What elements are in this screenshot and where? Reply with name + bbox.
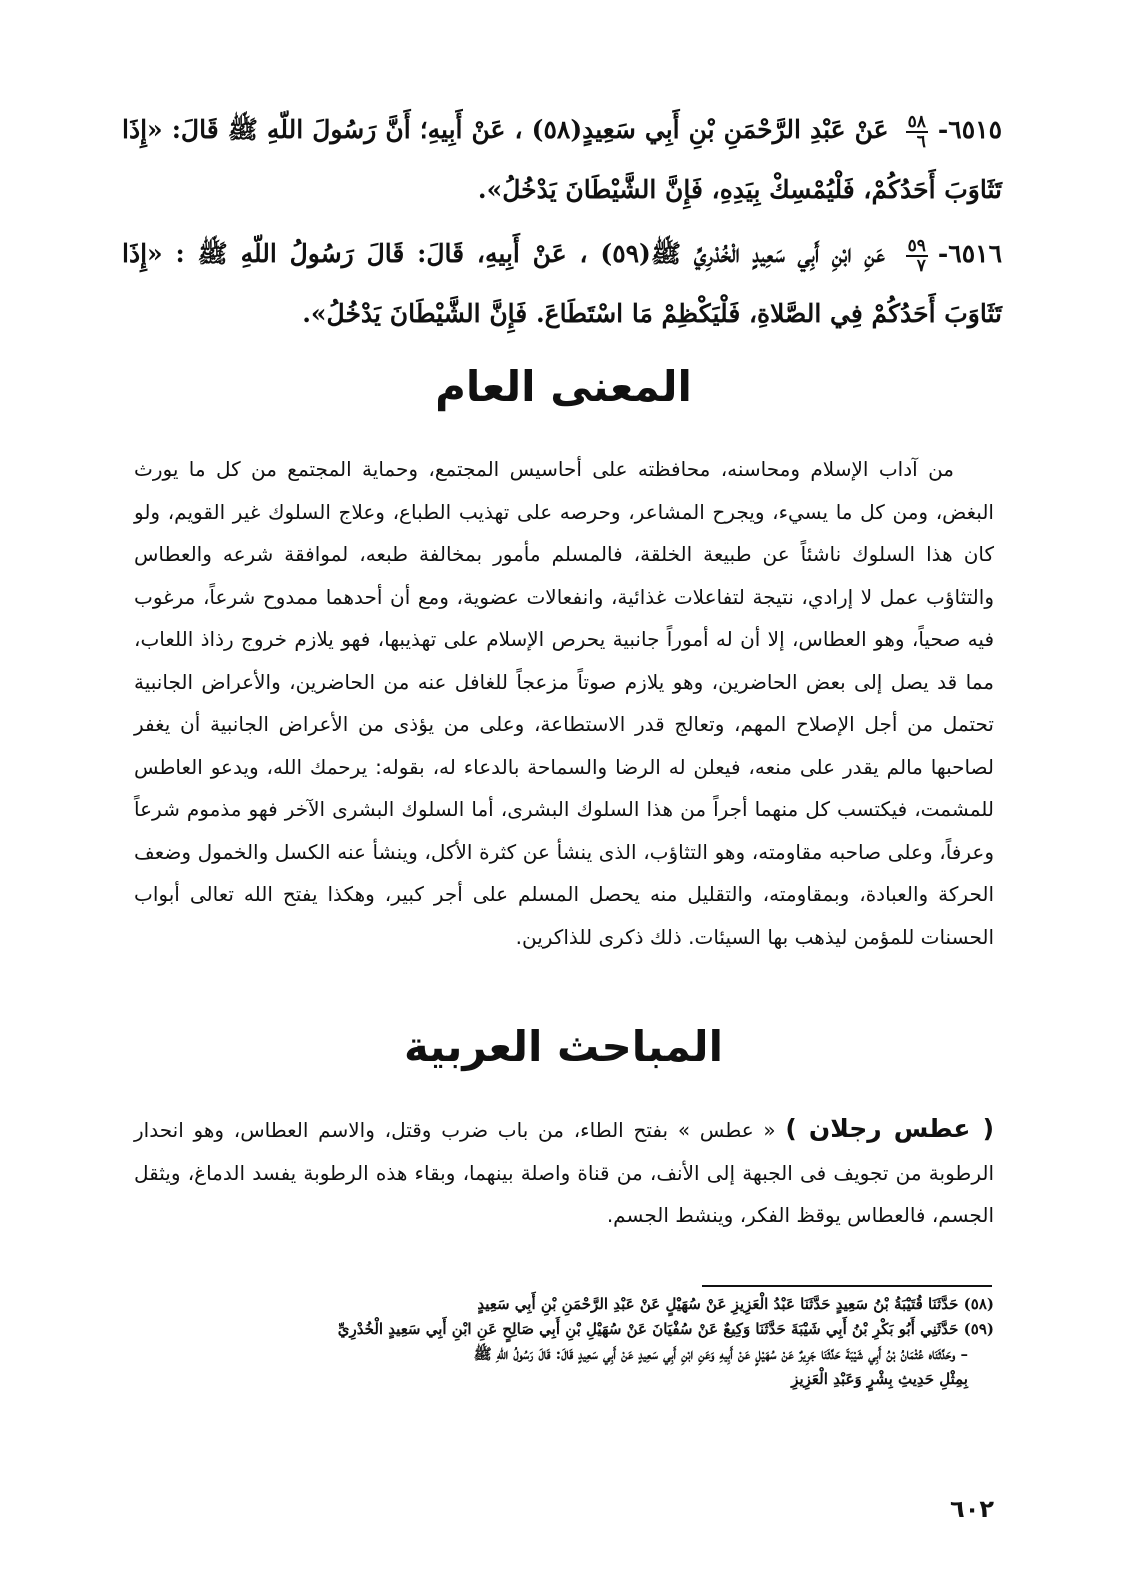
hadith-text: عَنِ ابْنِ أَبِي سَعِيدٍ الْخُدْرِيِّ ﷺ(٥٩) ، عَنْ أَبِيهِ، قَالَ: قَالَ رَسُولُ اللّهِ ﷺ : «إِذَا تَثَاوَبَ أَحَدُكُمْ فِي الصَّلاةِ، فَلْيَكْظِمْ مَا اسْتَطَاعَ. فَإِنَّ الشَّيْطَانَ يَدْخُلُ». bbox=[122, 239, 1002, 328]
footnote-59-continuation-end: بِمِثْلِ حَدِيثِ بِشْرٍ وَعَبْدِ الْعَزِيزِ bbox=[791, 1370, 968, 1388]
footnote-58: (٥٨) حَدَّثَنَا قُتَيْبَةُ بْنُ سَعِيدٍ حَدَّثَنَا عَبْدُ الْعَزِيزِ عَنْ سُهَيْلٍ عَنْ عَبْدِ الرَّحْمَنِ بْنِ أَبِي سَعِيدٍ bbox=[477, 1295, 994, 1313]
hadith-6516 bbox=[122, 224, 1002, 344]
fraction-top: ٥٨ bbox=[907, 111, 926, 132]
page-number: ٦٠٢ bbox=[950, 1495, 994, 1523]
arabic-studies-text: « عطس » بفتح الطاء، من باب ضرب وقتل، والاسم العطاس، وهو انحدار الرطوبة من تجويف فى الجبهة إلى الأنف، من قناة واصلة بينهما، وبقاء هذه الرطوبة يفسد الدماغ، ويثقل الجسم، فالعطاس يوقظ الفكر، وينشط الجسم. bbox=[134, 1118, 994, 1227]
footnote-59-continuation: – وحَدَّثَنَاه عُثْمَانُ بْنُ أَبِي شَيْبَةَ حَدَّثَنَا جَرِيرٌ عَنْ سُهَيْلٍ عَنْ أَبِيهِ وَعَنِ ابْنِ أَبِي سَعِيدٍ عَنْ أَبِي سَعِيدٍ قَالَ: قَالَ رَسُولُ اللّهِ ﷺ bbox=[473, 1345, 968, 1363]
footnotes bbox=[134, 1292, 994, 1392]
hadith-number: ٦٥١٦- bbox=[937, 239, 1002, 268]
term-label: ( عطس رجلان ) bbox=[785, 1114, 994, 1143]
arabic-studies-paragraph bbox=[134, 1108, 994, 1237]
hadith-6515 bbox=[122, 100, 1002, 220]
hadith-number: ٦٥١٥- bbox=[937, 115, 1002, 144]
fraction-bottom: ٧ bbox=[916, 255, 926, 276]
footnote-divider bbox=[702, 1285, 992, 1287]
section-heading-arabic-studies: المباحث العربية bbox=[404, 1022, 723, 1071]
fraction-top: ٥٩ bbox=[907, 235, 926, 256]
hadith-ref-fraction bbox=[906, 237, 928, 275]
general-meaning-paragraph bbox=[134, 448, 994, 958]
hadith-ref-fraction bbox=[906, 113, 928, 151]
general-meaning-text: من آداب الإسلام ومحاسنه، محافظته على أحاسيس المجتمع، وحماية المجتمع من كل ما يورث البغض، ومن كل ما يسيء، ويجرح المشاعر، وحرصه على تهذيب الطباع، وعلاج السلوك غير القويم، ولو كان هذا السلوك ناشئاً عن طبيعة الخلقة، فالمسلم مأمور بمخالفة طبعه، لموافقة شرعه والعطاس والتثاؤب عمل لا إرادي، نتيجة لتفاعلات غذائية، وانفعالات عضوية، ومع أن أحدهما ممدوح شرعاً، مرغوب فيه صحياً، وهو العطاس، إلا أن له أموراً جانبية يحرص الإسلام على تهذيبها، فهو يلازم خروج رذاذ اللعاب، مما قد يصل إلى بعض الحاضرين، وهو يلازم صوتاً مزعجاً للغافل عنه من الحاضرين، والأعراض الجانبية تحتمل من أجل الإصلاح المهم، وتعالج قدر الاستطاعة، وعلى من يؤذى من الأعراض الجانبية أن يغفر لصاحبها مالم يقدر على منعه، فيعلن له الرضا والسماحة بالدعاء له، بقوله: يرحمك الله، ويدعو العاطس للمشمت، فيكتسب كل منهما أجراً من هذا السلوك البشرى، أما السلوك البشرى الآخر فهو مذموم شرعاً وعرفاً، وعلى صاحبه مقاومته، وهو التثاؤب، الذى ينشأ عن كثرة الأكل، وينشأ عنه الكسل والخمول وضعف الحركة والعبادة، وبمقاومته، والتقليل منه يحصل المسلم على أجر كبير، وهكذا يفتح الله تعالى أبواب الحسنات للمؤمن ليذهب بها السيئات. ذلك ذكرى للذاكرين. bbox=[134, 457, 994, 949]
footnote-59: (٥٩) حَدَّثَنِي أَبُو بَكْرِ بْنُ أَبِي شَيْبَةَ حَدَّثَنَا وَكِيعٌ عَنْ سُفْيَانَ عَنْ سُهَيْلِ بْنِ أَبِي صَالِحٍ عَنِ ابْنِ أَبِي سَعِيدٍ الْخُدْرِيِّ bbox=[337, 1320, 994, 1338]
section-heading-general-meaning: المعنى العام bbox=[435, 362, 692, 411]
hadith-text: عَنْ عَبْدِ الرَّحْمَنِ بْنِ أَبِي سَعِيدٍ(٥٨) ، عَنْ أَبِيهِ؛ أَنَّ رَسُولَ اللّهِ ﷺ قَالَ: «إِذَا تَثَاوَبَ أَحَدُكُمْ، فَلْيُمْسِكْ بِيَدِهِ، فَإِنَّ الشَّيْطَانَ يَدْخُلُ». bbox=[122, 115, 1002, 204]
fraction-bottom: ٦ bbox=[916, 131, 926, 152]
